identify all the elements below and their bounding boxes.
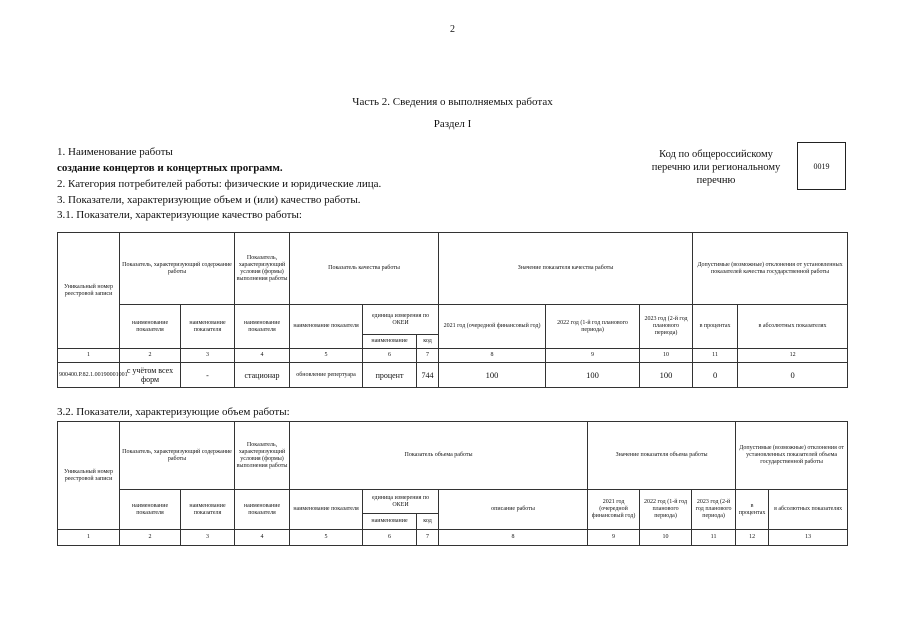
col-num: 5 [290, 349, 363, 363]
sub-name-2: наименование показателя [181, 305, 235, 349]
indicators-heading: 3. Показатели, характеризующие объем и (или) качество работы. [57, 194, 361, 206]
col-dev-header: Допустимые (возможные) отклонения от установленных показателей качества государственной работы [693, 233, 848, 305]
col-num: 6 [363, 530, 417, 546]
col-num: 3 [181, 349, 235, 363]
col-num: 6 [363, 349, 417, 363]
column-numbers-row [58, 349, 848, 363]
sub-name-2: наименование показателя [181, 490, 235, 530]
col-num: 12 [736, 530, 769, 546]
col-num: 8 [439, 349, 546, 363]
sub-unit-code: код [417, 335, 439, 349]
sub-name-3: наименование показателя [235, 305, 290, 349]
col-quality-header: Показатель качества работы [290, 233, 439, 305]
sub-name-3: наименование показателя [235, 490, 290, 530]
code-value-box [797, 142, 846, 190]
sub-name-4: наименование показателя [290, 305, 363, 349]
col-num: 2 [120, 530, 181, 546]
sub-abs: в абсолютных показателях [738, 305, 848, 349]
col-num: 8 [439, 530, 588, 546]
col-cond-header: Показатель, характеризующий условия (формы) выполнения работы [235, 233, 290, 305]
sub-unit-code: код [417, 514, 439, 530]
col-num: 4 [235, 530, 290, 546]
consumer-category: 2. Категория потребителей работы: физические и юридические лица. [57, 178, 382, 190]
col-volume-header: Показатель объема работы [290, 422, 588, 490]
section-title: Раздел I [433, 118, 472, 130]
col-num: 7 [417, 530, 439, 546]
sub-name-1: наименование показателя [120, 490, 181, 530]
col-content-header: Показатель, характеризующий содержание работы [120, 233, 235, 305]
work-name-label: 1. Наименование работы [57, 146, 173, 158]
col-num: 12 [738, 349, 848, 363]
cell-unit-name: процент [363, 363, 417, 388]
quality-table [57, 232, 848, 388]
sub-desc: описание работы [439, 490, 588, 530]
col-num: 11 [693, 349, 738, 363]
cell-unit-code: 744 [417, 363, 439, 388]
col-num: 7 [417, 349, 439, 363]
col-num: 4 [235, 349, 290, 363]
part-title: Часть 2. Сведения о выполняемых работах [352, 96, 553, 108]
code-label: Код по общероссийскому перечню или региональному перечню [651, 149, 781, 186]
sub-unit: единица измерения по ОКЕИ [363, 305, 439, 335]
col-dev-header: Допустимые (возможные) отклонения от установленных показателей объема государственной работы [736, 422, 848, 490]
cell-indicator: обновление репертуара [290, 363, 363, 388]
col-num: 10 [640, 530, 692, 546]
volume-table [57, 421, 848, 546]
col-num: 3 [181, 530, 235, 546]
cell-cond: стационар [235, 363, 290, 388]
page-number: 2 [450, 24, 455, 35]
col-num: 1 [58, 349, 120, 363]
col-num: 9 [588, 530, 640, 546]
col-cond-header: Показатель, характеризующий условия (формы) выполнения работы [235, 422, 290, 490]
cell-y2022: 100 [546, 363, 640, 388]
cell-content2: - [181, 363, 235, 388]
volume-heading: 3.2. Показатели, характеризующие объем работы: [57, 406, 290, 418]
sub-name-4: наименование показателя [290, 490, 363, 530]
col-reg-header: Уникальный номер реестровой записи [58, 233, 120, 349]
sub-name-1: наименование показателя [120, 305, 181, 349]
col-num: 13 [769, 530, 848, 546]
sub-y2023: 2023 год (2-й год планового периода) [692, 490, 736, 530]
sub-pct: в процентах [693, 305, 738, 349]
cell-content: с учётом всех форм [120, 363, 181, 388]
sub-unit-name: наименование [363, 335, 417, 349]
col-reg-header: Уникальный номер реестровой записи [58, 422, 120, 530]
cell-abs: 0 [738, 363, 848, 388]
work-name-value: создание концертов и концертных программ. [57, 162, 283, 174]
sub-y2021: 2021 год (очередной финансовый год) [588, 490, 640, 530]
sub-unit: единица измерения по ОКЕИ [363, 490, 439, 514]
cell-y2023: 100 [640, 363, 693, 388]
col-num: 5 [290, 530, 363, 546]
col-num: 10 [640, 349, 693, 363]
col-value-header: Значение показателя объема работы [588, 422, 736, 490]
cell-y2021: 100 [439, 363, 546, 388]
col-num: 9 [546, 349, 640, 363]
sub-pct: в процентах [736, 490, 769, 530]
col-num: 11 [692, 530, 736, 546]
column-numbers-row [58, 530, 848, 546]
sub-y2023: 2023 год (2-й год планового периода) [640, 305, 693, 349]
col-content-header: Показатель, характеризующий содержание работы [120, 422, 235, 490]
col-value-header: Значение показателя качества работы [439, 233, 693, 305]
quality-heading: 3.1. Показатели, характеризующие качество работы: [57, 209, 302, 221]
cell-pct: 0 [693, 363, 738, 388]
table-row [58, 363, 848, 388]
sub-abs: в абсолютных показателях [769, 490, 848, 530]
cell-reg: 900400.Р.82.1.00190001001 [58, 363, 120, 388]
sub-y2022: 2022 год (1-й год планового периода) [640, 490, 692, 530]
sub-y2021: 2021 год (очередной финансовый год) [439, 305, 546, 349]
col-num: 2 [120, 349, 181, 363]
col-num: 1 [58, 530, 120, 546]
code-value: 0019 [813, 161, 830, 171]
sub-y2022: 2022 год (1-й год планового периода) [546, 305, 640, 349]
sub-unit-name: наименование [363, 514, 417, 530]
